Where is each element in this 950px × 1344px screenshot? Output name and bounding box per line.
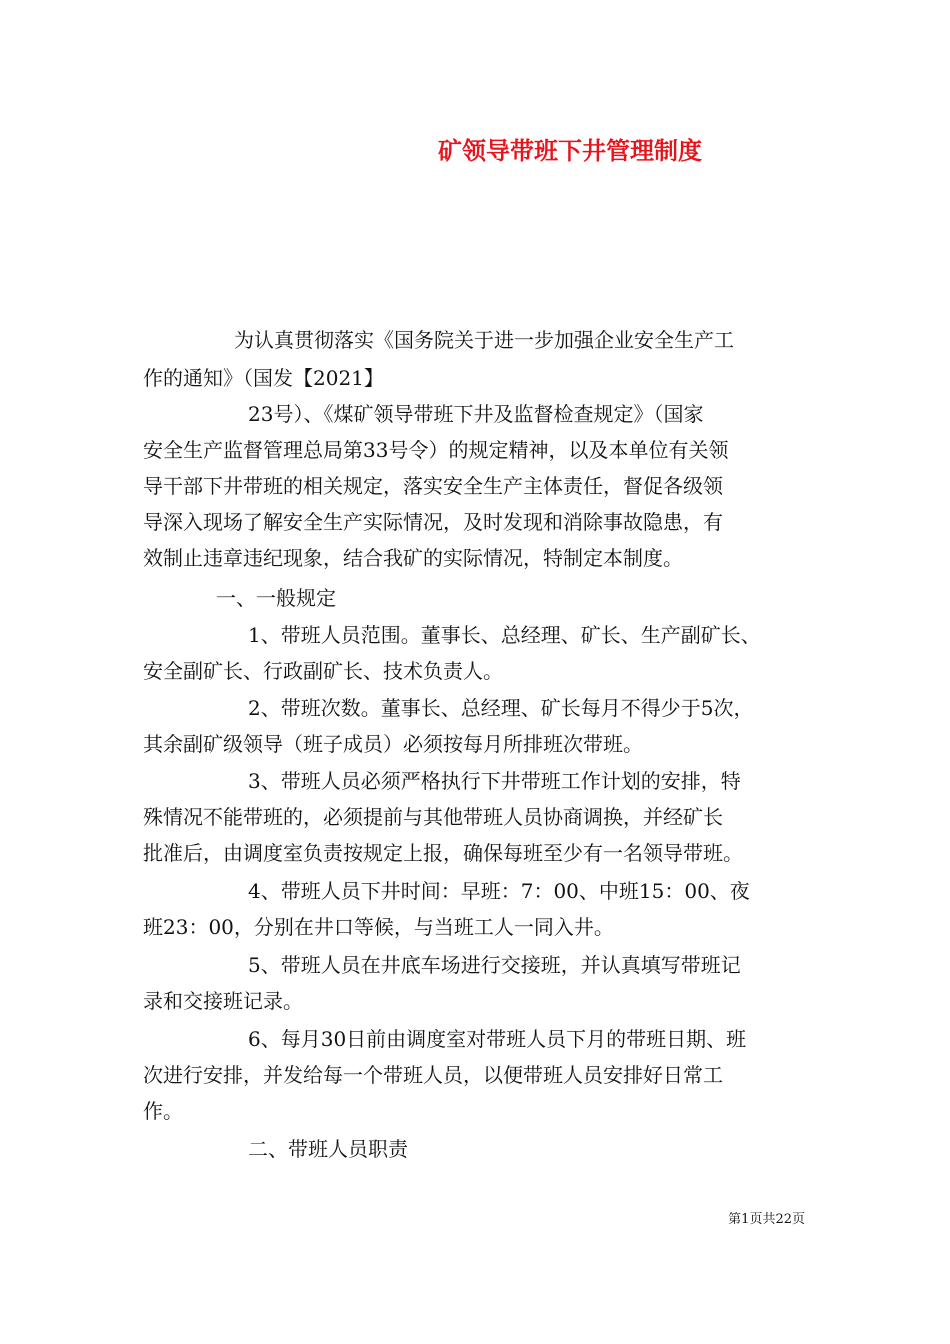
paragraph-line: 录和交接班记录。 [143, 989, 303, 1013]
paragraph-line: 安全副矿长、行政副矿长、技术负责人。 [143, 659, 503, 683]
paragraph-line: 导干部下井带班的相关规定，落实安全生产主体责任，督促各级领 [143, 474, 723, 498]
paragraph-line: 为认真贯彻落实《国务院关于进一步加强企业安全生产工 [234, 328, 734, 352]
paragraph-line: 23号）、《煤矿领导带班下井及监督检查规定》（国家 [248, 402, 704, 426]
document-title: 矿领导带班下井管理制度 [438, 136, 702, 165]
paragraph-line: 效制止违章违纪现象，结合我矿的实际情况，特制定本制度。 [143, 546, 683, 570]
section-heading: 一、一般规定 [216, 586, 336, 610]
paragraph-line: 批准后，由调度室负责按规定上报，确保每班至少有一名领导带班。 [143, 841, 743, 865]
paragraph-line: 其余副矿级领导（班子成员）必须按每月所排班次带班。 [143, 732, 643, 756]
paragraph-line: 3、带班人员必须严格执行下井带班工作计划的安排，特 [248, 769, 741, 793]
paragraph-line: 4、带班人员下井时间：早班：7：00、中班15：00、夜 [248, 879, 750, 903]
paragraph-line: 作。 [143, 1099, 183, 1123]
paragraph-line: 班23：00，分别在井口等候，与当班工人一同入井。 [143, 915, 614, 939]
paragraph-line: 2、带班次数。董事长、总经理、矿长每月不得少于5次， [248, 696, 754, 720]
paragraph-line: 安全生产监督管理总局第33号令）的规定精神，以及本单位有关领 [143, 438, 729, 462]
paragraph-line: 殊情况不能带班的，必须提前与其他带班人员协商调换，并经矿长 [143, 805, 723, 829]
paragraph-line: 作的通知》（国发【2021】 [143, 366, 384, 390]
paragraph-line: 5、带班人员在井底车场进行交接班，并认真填写带班记 [248, 953, 741, 977]
paragraph-line: 次进行安排，并发给每一个带班人员，以便带班人员安排好日常工 [143, 1063, 723, 1087]
paragraph-line: 导深入现场了解安全生产实际情况，及时发现和消除事故隐患，有 [143, 510, 723, 534]
paragraph-line: 6、每月30日前由调度室对带班人员下月的带班日期、班 [248, 1027, 747, 1051]
paragraph-line: 1、带班人员范围。董事长、总经理、矿长、生产副矿长、 [248, 623, 761, 647]
section-heading: 二、带班人员职责 [248, 1137, 408, 1161]
page-number: 第1页共22页 [728, 1212, 805, 1227]
